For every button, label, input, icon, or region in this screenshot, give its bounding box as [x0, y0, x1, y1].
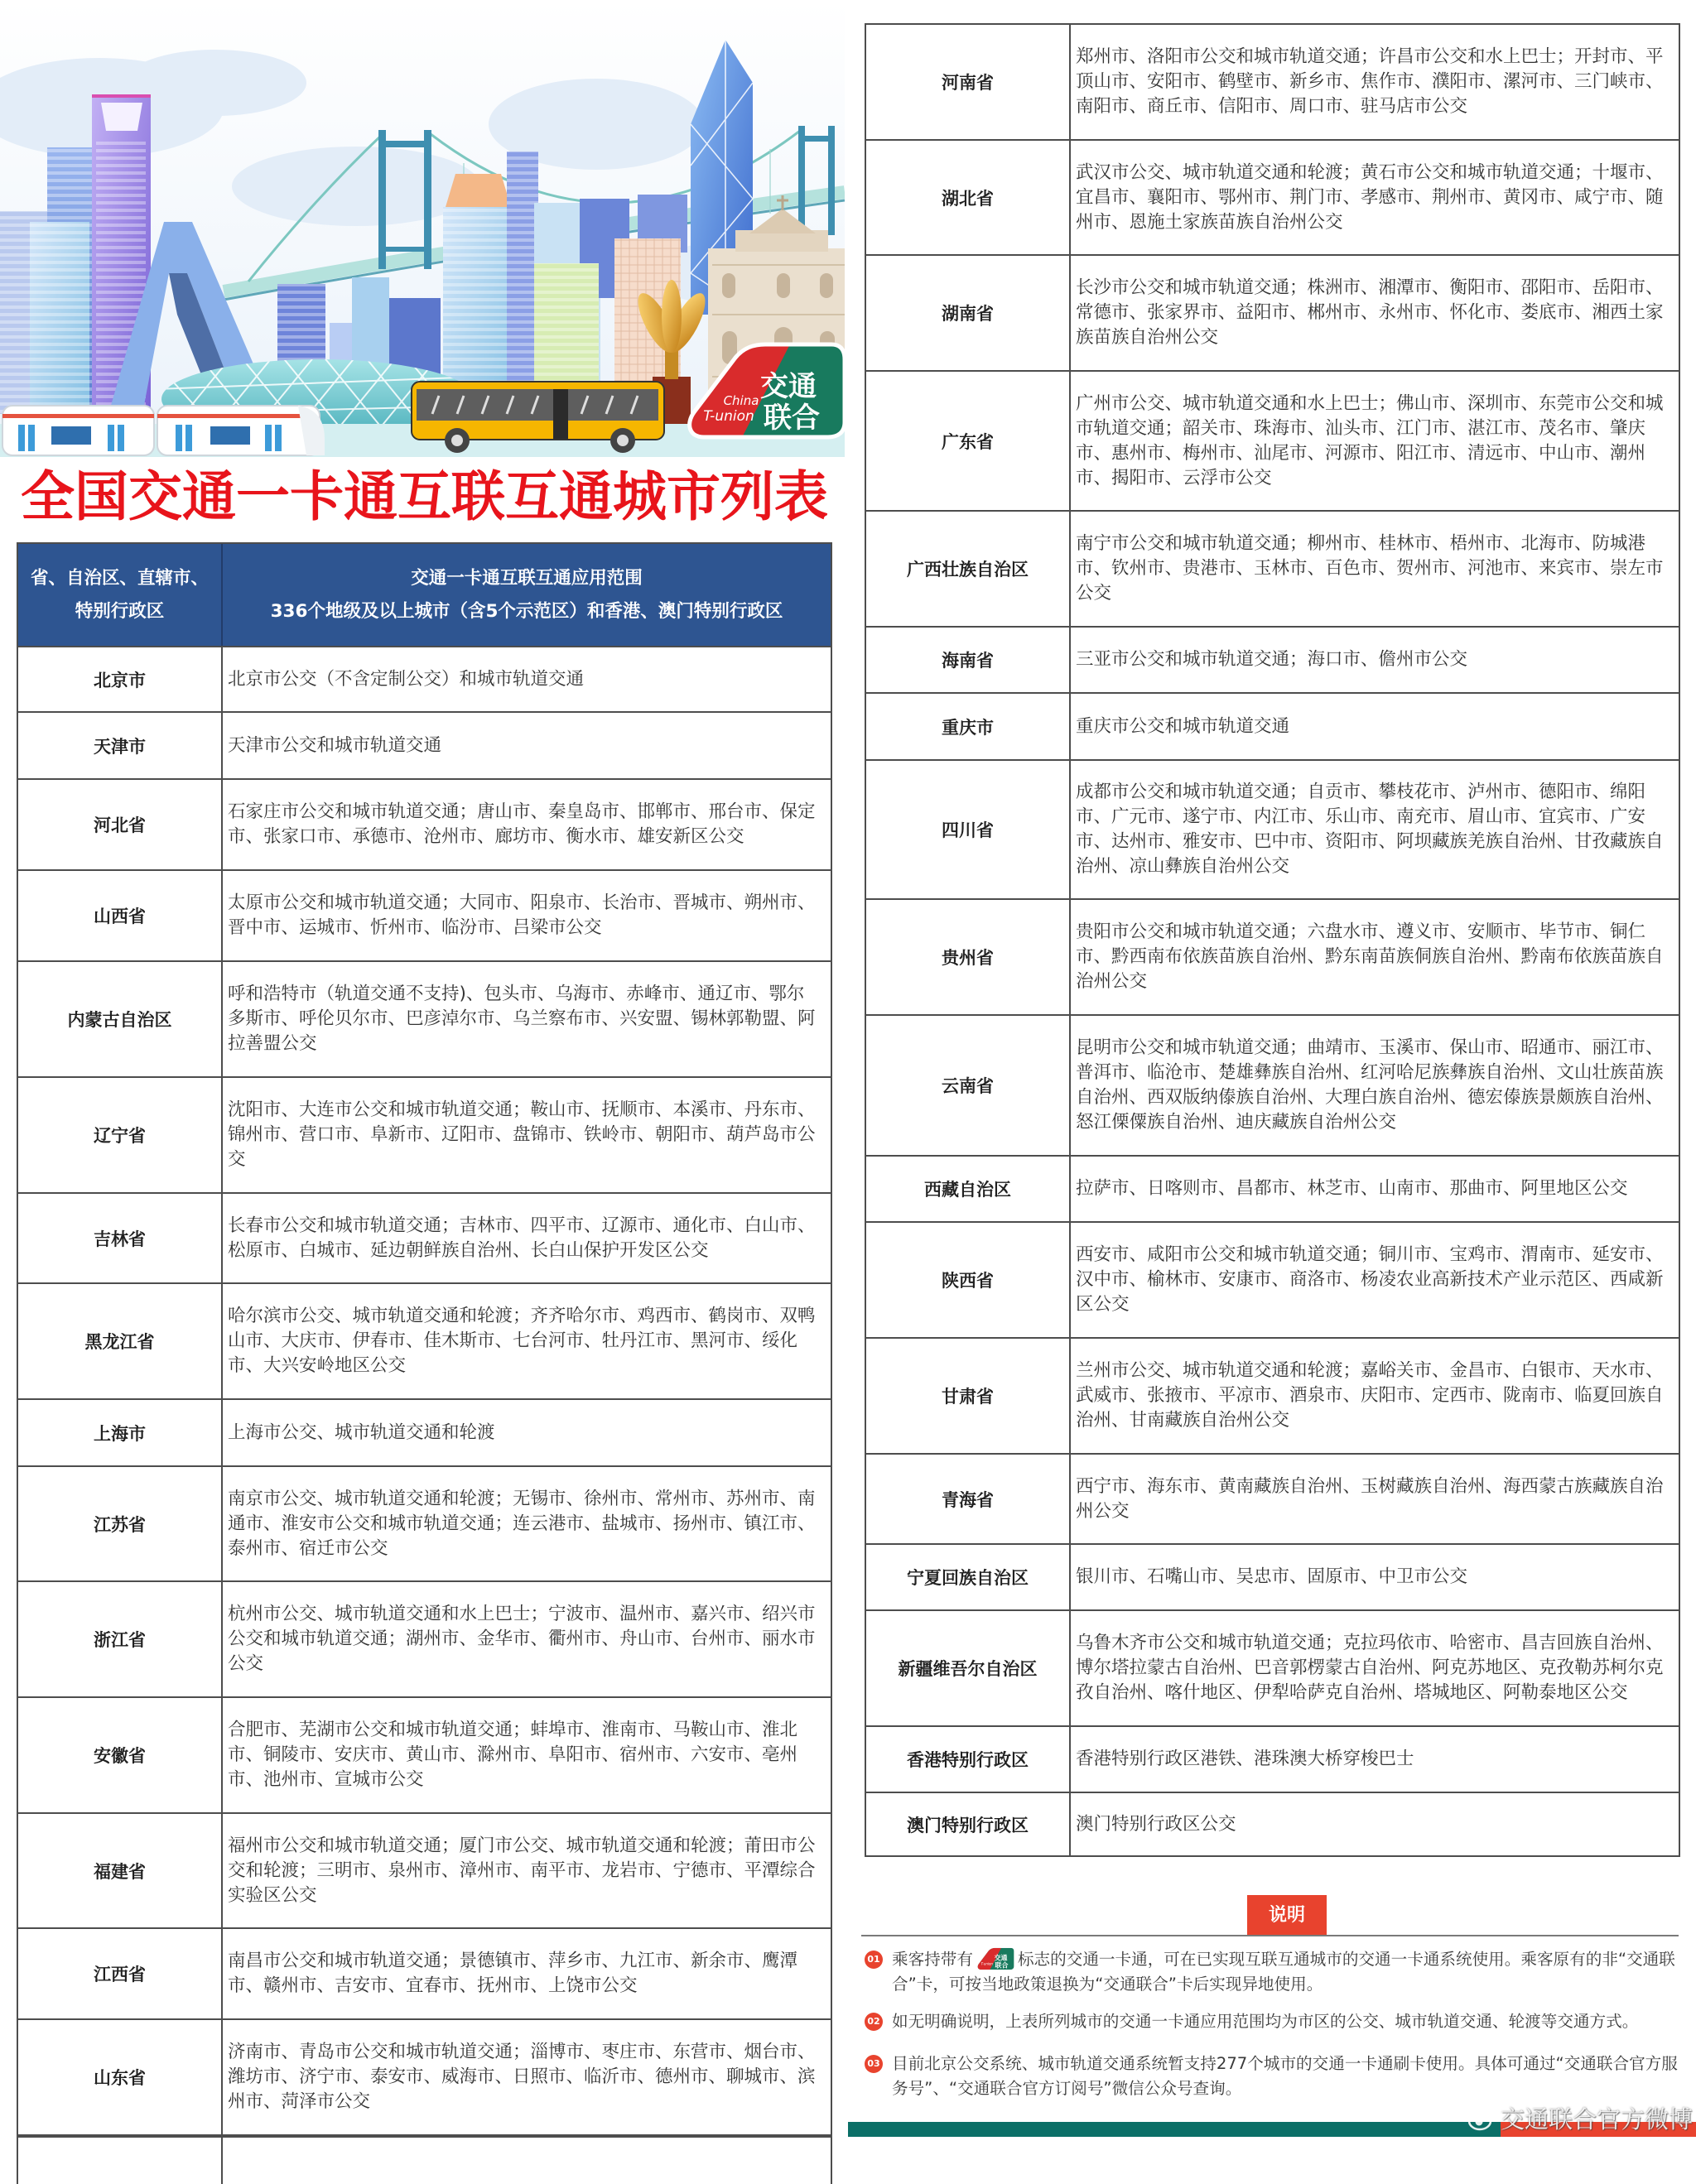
table-row — [866, 759, 1679, 898]
scope-cell — [1071, 1016, 1679, 1155]
province-cell: 浙江省 — [18, 1582, 223, 1696]
province-cell: 广东省 — [866, 372, 1071, 510]
province-cell: 湖南省 — [866, 256, 1071, 370]
table-header-row — [18, 544, 831, 646]
province-cell: 澳门特别行政区 — [866, 1793, 1071, 1855]
table-row — [18, 869, 831, 960]
table-row — [18, 1398, 831, 1465]
province-cell: 宁夏回族自治区 — [866, 1545, 1071, 1609]
table-row — [866, 510, 1679, 626]
table-row — [866, 1453, 1679, 1543]
scope-cell — [1071, 372, 1679, 510]
scope-cell — [1071, 141, 1679, 254]
province-cell: 贵州省 — [866, 900, 1071, 1014]
scope-text: 济南市、青岛市公交和城市轨道交通；淄博市、枣庄市、东营市、烟台市、潍坊市、济宁市、泰安市、威海市、日照市、临沂市、德州市、聊城市、滨州市、菏泽市公交 — [228, 2042, 816, 2112]
t-union-logo-icon — [975, 1947, 1016, 1970]
scope-cell — [1071, 900, 1679, 1014]
scope-text: 福州市公交和城市轨道交通；厦门市公交、城市轨道交通和轮渡；莆田市公交和轮渡；三明市、泉州市、漳州市、南平市、龙岩市、宁德市、平潭综合实验区公交 — [228, 1835, 816, 1906]
table-row — [18, 1927, 831, 2018]
province-cell: 福建省 — [18, 1814, 223, 1927]
table-row — [866, 254, 1679, 370]
table-row — [866, 1725, 1679, 1792]
province-cell: 新疆维吾尔自治区 — [866, 1611, 1071, 1725]
scope-cell — [1071, 1611, 1679, 1725]
scope-text: 兰州市公交、城市轨道交通和轮渡；嘉峪关市、金昌市、白银市、天水市、武威市、张掖市、平凉市、酒泉市、庆阳市、定西市、陇南市、临夏回族自治州、甘南藏族自治州公交 — [1076, 1360, 1664, 1431]
table-row — [18, 711, 831, 778]
scope-cell — [1071, 628, 1679, 692]
scope-text: 长沙市公交和城市轨道交通；株洲市、湘潭市、衡阳市、邵阳市、岳阳市、常德市、张家界市、益阳市、郴州市、永州市、怀化市、娄底市、湘西土家族苗族自治州公交 — [1076, 277, 1664, 348]
scope-cell — [223, 2020, 831, 2134]
scope-text: 成都市公交和城市轨道交通；自贡市、攀枝花市、泸州市、德阳市、绵阳市、广元市、遂宁市、内江市、乐山市、南充市、眉山市、宜宾市、广安市、达州市、雅安市、巴中市、资阳市、阿坝藏族羌族自治州、甘孜藏族自治州、凉山彝族自治州公交 — [1076, 782, 1664, 877]
scope-cell — [223, 962, 831, 1076]
scope-cell — [1071, 1727, 1679, 1792]
table-row — [18, 2018, 831, 2134]
scope-cell — [1071, 1157, 1679, 1221]
note-number-badge: 03 — [865, 2055, 883, 2073]
header-scope-column — [223, 544, 831, 646]
table-row — [18, 1076, 831, 1192]
note-item-1 — [892, 1947, 1680, 1997]
page-title: 全国交通一卡通互联互通城市列表 — [20, 466, 828, 528]
province-cell: 广西壮族自治区 — [866, 512, 1071, 626]
scope-cell — [1071, 1793, 1679, 1855]
scope-text: 哈尔滨市公交、城市轨道交通和轮渡；齐齐哈尔市、鸡西市、鹤岗市、双鸭山市、大庆市、伊春市、佳木斯市、七台河市、牡丹江市、黑河市、绥化市、大兴安岭地区公交 — [228, 1306, 816, 1376]
scope-text: 广州市公交、城市轨道交通和水上巴士；佛山市、深圳市、东莞市公交和城市轨道交通；韶关市、珠海市、汕头市、江门市、湛江市、茂名市、肇庆市、惠州市、梅州市、汕尾市、河源市、阳江市、清远市、中山市、潮州市、揭阳市、云浮市公交 — [1076, 392, 1664, 488]
mini-logo-cn-line1: 交通 — [994, 1954, 1008, 1962]
table-row — [18, 646, 831, 711]
notes-title: 说明 — [1247, 1895, 1327, 1936]
table-row — [866, 1337, 1679, 1453]
table-row — [866, 25, 1679, 139]
scope-cell — [223, 713, 831, 778]
header-province-column — [18, 544, 223, 646]
table-row — [866, 1609, 1679, 1725]
scope-text: 三亚市公交和城市轨道交通；海口市、儋州市公交 — [1076, 649, 1468, 670]
province-cell: 辽宁省 — [18, 1078, 223, 1192]
note-number-badge: 02 — [865, 2013, 883, 2031]
note-text-before-logo: 乘客持带有 — [892, 1950, 973, 1969]
scope-text: 武汉市公交、城市轨道交通和轮渡；黄石市公交和城市轨道交通；十堰市、宜昌市、襄阳市、鄂州市、荆门市、孝感市、荆州市、黄冈市、咸宁市、随州市、恩施土家族苗族自治州公交 — [1076, 161, 1664, 233]
table-row — [866, 626, 1679, 692]
scope-text: 南宁市公交和城市轨道交通；柳州市、桂林市、梧州市、北海市、防城港市、钦州市、贵港市、玉林市、百色市、贺州市、河池市、来宾市、崇左市公交 — [1076, 533, 1664, 604]
province-cell: 四川省 — [866, 761, 1071, 898]
scope-text: 银川市、石嘴山市、吴忠市、固原市、中卫市公交 — [1076, 1566, 1468, 1587]
scope-cell — [223, 647, 831, 711]
scope-cell — [223, 1194, 831, 1282]
scope-text: 太原市公交和城市轨道交通；大同市、阳泉市、长治市、晋城市、朔州市、晋中市、运城市、忻州市、临汾市、吕梁市公交 — [228, 892, 816, 938]
scope-cell — [1071, 512, 1679, 626]
scope-text: 南京市公交、城市轨道交通和轮渡；无锡市、徐州市、常州市、苏州市、南通市、淮安市公交和城市轨道交通；连云港市、盐城市、扬州市、镇江市、泰州市、宿迁市公交 — [228, 1488, 816, 1559]
scope-text: 上海市公交、城市轨道交通和轮渡 — [228, 1422, 495, 1443]
scope-cell — [1071, 1223, 1679, 1337]
scope-cell — [1071, 1455, 1679, 1543]
mini-logo-cn-line2: 联合 — [995, 1961, 1009, 1970]
province-cell: 山西省 — [18, 871, 223, 960]
province-cell — [18, 2138, 223, 2184]
scope-text: 西宁市、海东市、黄南藏族自治州、玉树藏族自治州、海西蒙古族藏族自治州公交 — [1076, 1475, 1664, 1522]
header-col1-line1: 省、自治区、直辖市、 — [30, 567, 209, 589]
table-row — [866, 898, 1679, 1014]
scope-text: 重庆市公交和城市轨道交通 — [1076, 715, 1290, 737]
province-cell: 甘肃省 — [866, 1339, 1071, 1453]
province-cell: 安徽省 — [18, 1698, 223, 1812]
city-table-left — [17, 542, 832, 2184]
scope-cell — [1071, 694, 1679, 759]
province-cell: 天津市 — [18, 713, 223, 778]
province-cell: 江苏省 — [18, 1467, 223, 1580]
province-cell: 重庆市 — [866, 694, 1071, 759]
province-cell: 海南省 — [866, 628, 1071, 692]
banner — [0, 0, 845, 457]
scope-cell — [223, 871, 831, 960]
logo-cn-line1: 交通 — [760, 370, 817, 403]
province-cell: 河北省 — [18, 780, 223, 869]
scope-cell — [223, 1078, 831, 1192]
table-row — [866, 1155, 1679, 1221]
table-row — [866, 692, 1679, 759]
table-row — [18, 1812, 831, 1927]
table-row — [18, 1696, 831, 1812]
scope-text: 昆明市公交和城市轨道交通；曲靖市、玉溪市、保山市、昭通市、丽江市、普洱市、临沧市、楚雄彝族自治州、红河哈尼族彝族自治州、文山壮族苗族自治州、西双版纳傣族自治州、大理白族自治州、德宏傣族景颇族自治州、怒江傈僳族自治州、迪庆藏族自治州公交 — [1076, 1037, 1664, 1133]
table-row — [18, 1465, 831, 1580]
scope-cell — [223, 1400, 831, 1465]
weibo-watermark — [1467, 2100, 1693, 2136]
province-cell: 江西省 — [18, 1929, 223, 2018]
province-cell: 香港特别行政区 — [866, 1727, 1071, 1792]
scope-cell — [1071, 1545, 1679, 1609]
weibo-icon — [1467, 2105, 1497, 2131]
scope-text: 呼和浩特市（轨道交通不支持)、包头市、乌海市、赤峰市、通辽市、鄂尔多斯市、呼伦贝尔市、巴彦淖尔市、乌兰察布市、兴安盟、锡林郭勒盟、阿拉善盟公交 — [228, 984, 816, 1054]
logo-en-line2: T-union — [703, 408, 754, 425]
scope-text: 香港特别行政区港铁、港珠澳大桥穿梭巴士 — [1076, 1749, 1414, 1769]
logo-cn-line2: 联合 — [764, 402, 820, 435]
scope-cell — [223, 1814, 831, 1927]
scope-cell — [1071, 761, 1679, 898]
table-row-partial — [18, 2134, 831, 2184]
scope-text: 天津市公交和城市轨道交通 — [228, 734, 442, 756]
scope-text: 拉萨市、日喀则市、昌都市、林芝市、山南市、那曲市、阿里地区公交 — [1076, 1178, 1628, 1199]
note-text-after-logo: 标志的交通一卡通，可在已实现互联互通城市的交通一卡通系统使用。乘客原有的非“交通联合”卡，可按当地政策退换为“交通联合”卡后实现异地使用。 — [892, 1950, 1675, 1994]
scope-cell — [223, 1467, 831, 1580]
scope-cell — [1071, 256, 1679, 370]
scope-text: 西安市、咸阳市公交和城市轨道交通；铜川市、宝鸡市、渭南市、延安市、汉中市、榆林市、安康市、商洛市、杨凌农业高新技术产业示范区、西咸新区公交 — [1076, 1244, 1664, 1315]
province-cell: 云南省 — [866, 1016, 1071, 1155]
province-cell: 陕西省 — [866, 1223, 1071, 1337]
province-cell: 湖北省 — [866, 141, 1071, 254]
scope-text: 乌鲁木齐市公交和城市轨道交通；克拉玛依市、哈密市、昌吉回族自治州、博尔塔拉蒙古自治州、巴音郭楞蒙古自治州、阿克苏地区、克孜勒苏柯尔克孜自治州、喀什地区、伊犁哈萨克自治州、塔城地区、阿勒泰地区公交 — [1076, 1633, 1664, 1703]
scope-cell — [223, 1582, 831, 1696]
scope-text: 杭州市公交、城市轨道交通和水上巴士；宁波市、温州市、嘉兴市、绍兴市公交和城市轨道交通；湖州市、金华市、衢州市、舟山市、台州市、丽水市公交 — [228, 1604, 816, 1674]
province-cell: 山东省 — [18, 2020, 223, 2134]
city-skyline-illustration — [0, 0, 845, 457]
scope-text: 长春市公交和城市轨道交通；吉林市、四平市、辽源市、通化市、白山市、松原市、白城市、延边朝鲜族自治州、长白山保护开发区公交 — [228, 1215, 816, 1261]
province-cell: 内蒙古自治区 — [18, 962, 223, 1076]
logo-en-line1: China — [723, 393, 759, 408]
scope-text: 澳门特别行政区公交 — [1076, 1813, 1236, 1835]
header-col2-line2: 336个地级及以上城市（含5个示范区）和香港、澳门特别行政区 — [270, 600, 783, 622]
province-cell: 上海市 — [18, 1400, 223, 1465]
scope-cell — [1071, 25, 1679, 139]
province-cell: 黑龙江省 — [18, 1284, 223, 1398]
scope-text: 北京市公交（不含定制公交）和城市轨道交通 — [228, 668, 585, 690]
scope-cell — [223, 1698, 831, 1812]
scope-cell — [223, 1929, 831, 2018]
scope-cell — [223, 780, 831, 869]
mini-logo-en-line2: T-union — [980, 1961, 993, 1966]
scope-text: 郑州市、洛阳市公交和城市轨道交通；许昌市公交和水上巴士；开封市、平顶山市、安阳市、鹤壁市、新乡市、焦作市、濮阳市、漯河市、三门峡市、南阳市、商丘市、信阳市、周口市、驻马店市公交 — [1076, 46, 1664, 117]
table-row — [18, 1282, 831, 1398]
header-col1-line2: 特别行政区 — [75, 600, 165, 622]
table-row — [18, 1580, 831, 1696]
province-cell: 北京市 — [18, 647, 223, 711]
scope-cell — [1071, 1339, 1679, 1453]
scope-text: 石家庄市公交和城市轨道交通；唐山市、秦皇岛市、邯郸市、邢台市、保定市、张家口市、承德市、沧州市、廊坊市、衡水市、雄安新区公交 — [228, 801, 816, 847]
table-row — [18, 960, 831, 1076]
table-row — [866, 1221, 1679, 1337]
province-cell: 西藏自治区 — [866, 1157, 1071, 1221]
scope-text: 南昌市公交和城市轨道交通；景德镇市、萍乡市、九江市、新余市、鹰潭市、赣州市、吉安市、宜春市、抚州市、上饶市公交 — [228, 1951, 798, 1996]
watermark-text: 交通联合官方微博 — [1501, 2105, 1694, 2133]
table-row — [866, 370, 1679, 510]
scope-text: 沈阳市、大连市公交和城市轨道交通；鞍山市、抚顺市、本溪市、丹东市、锦州市、营口市、阜新市、辽阳市、盘锦市、铁岭市、朝阳市、葫芦岛市公交 — [228, 1099, 816, 1170]
note-item-3: 目前北京公交系统、城市轨道交通系统暂支持277个城市的交通一卡通刷卡使用。具体可通过“交通联合官方服务号”、“交通联合官方订阅号”微信公众号查询。 — [892, 2054, 1678, 2098]
table-row — [18, 1192, 831, 1282]
table-row — [866, 139, 1679, 254]
note-item-2: 如无明确说明，上表所列城市的交通一卡通应用范围均为市区的公交、城市轨道交通、轮渡等交通方式。 — [892, 2012, 1639, 2031]
table-row — [866, 1014, 1679, 1155]
province-cell: 青海省 — [866, 1455, 1071, 1543]
table-row — [18, 778, 831, 869]
metro-train — [2, 406, 325, 455]
scope-text: 合肥市、芜湖市公交和城市轨道交通；蚌埠市、淮南市、马鞍山市、淮北市、铜陵市、安庆市、黄山市、滁州市、阜阳市、宿州市、六安市、亳州市、池州市、宣城市公交 — [228, 1720, 798, 1790]
table-row — [866, 1543, 1679, 1609]
note-number-badge: 01 — [865, 1951, 883, 1969]
province-cell: 河南省 — [866, 25, 1071, 139]
scope-text: 贵阳市公交和城市轨道交通；六盘水市、遵义市、安顺市、毕节市、铜仁市、黔西南布依族苗族自治州、黔东南苗族侗族自治州、黔南布依族苗族自治州公交 — [1076, 921, 1664, 992]
table-row — [866, 1792, 1679, 1855]
scope-cell — [223, 1284, 831, 1398]
scope-cell — [223, 2138, 831, 2184]
header-col2-line1: 交通一卡通互联互通应用范围 — [411, 567, 643, 589]
province-cell: 吉林省 — [18, 1194, 223, 1282]
city-table-right — [865, 23, 1680, 1857]
notes-divider — [861, 1935, 1679, 1936]
